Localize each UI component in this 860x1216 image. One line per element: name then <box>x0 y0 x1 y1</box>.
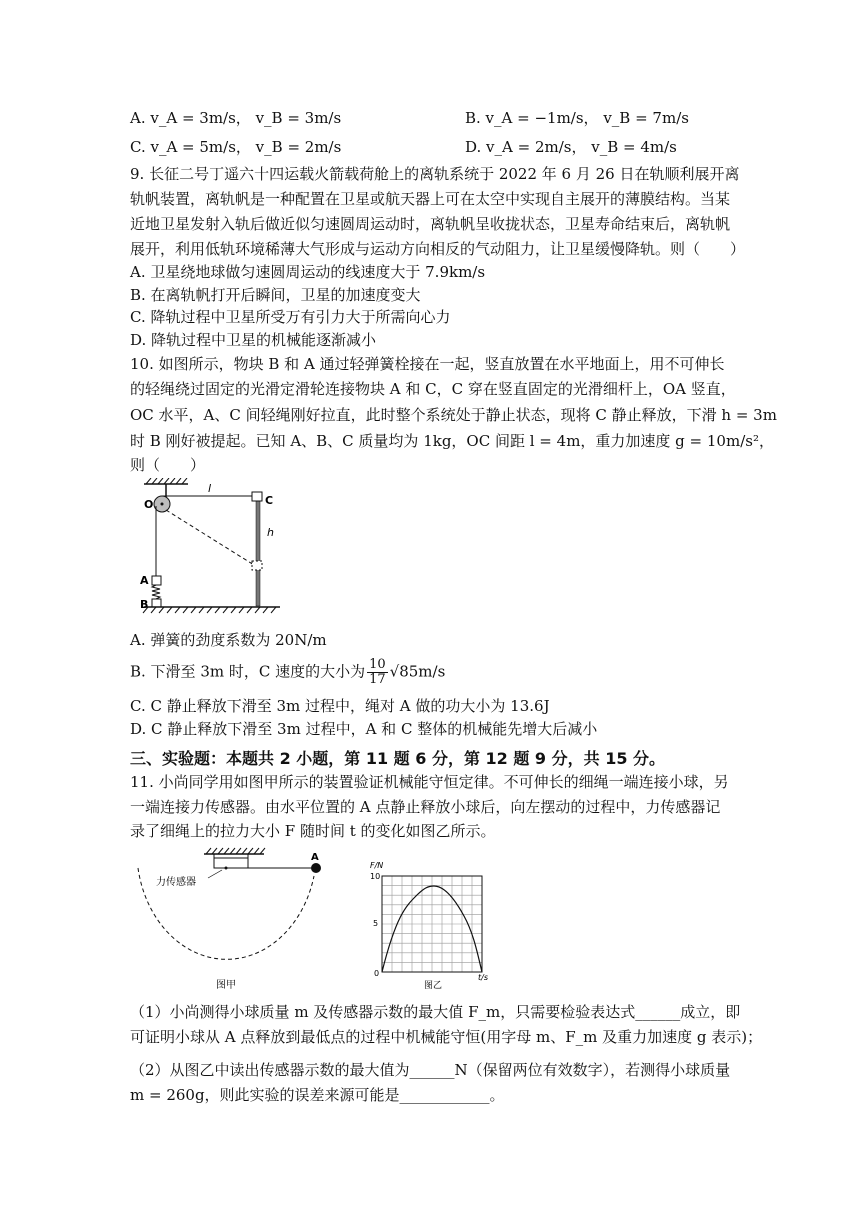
q10-stem-line3: OC 水平，A、C 间轻绳刚好拉直，此时整个系统处于静止状态，现将 C 静止释放，下滑 h = 3m <box>130 406 777 424</box>
label-h: h <box>267 526 274 539</box>
q9-option-c: C. 降轨过程中卫星所受万有引力大于所需向心力 <box>130 308 451 326</box>
q11-part1-line1: （1）小尚测得小球质量 m 及传感器示数的最大值 F_m，只需要检验表达式______成立，即 <box>130 1003 741 1021</box>
fraction <box>367 658 388 687</box>
q10-option-d: D. C 静止释放下滑至 3m 过程中，A 和 C 整体的机械能先增大后减小 <box>130 720 598 738</box>
label-l: l <box>208 482 212 495</box>
q10-option-a: A. 弹簧的劲度系数为 20N/m <box>130 631 327 649</box>
q10-option-b <box>130 658 445 687</box>
q10-option-c: C. C 静止释放下滑至 3m 过程中，绳对 A 做的功大小为 13.6J <box>130 697 550 715</box>
q10-option-b-prefix: B. 下滑至 3m 时，C 速度的大小为 <box>130 662 366 681</box>
ball-icon <box>311 863 321 873</box>
block-c <box>252 492 262 501</box>
q8-option-d: D. v_A = 2m/s， v_B = 4m/s <box>465 138 677 156</box>
label-a: A <box>140 574 149 587</box>
force-sensor-icon <box>214 858 248 868</box>
fraction-denominator: 17 <box>369 672 386 687</box>
section-heading: 三、实验题：本题共 2 小题，第 11 题 6 分，第 12 题 9 分，共 15 分。 <box>130 749 666 768</box>
q10-stem-line5: 则（ ） <box>130 456 206 474</box>
figure-jia-caption: 图甲 <box>216 980 236 991</box>
q9-option-b: B. 在离轨帆打开后瞬间，卫星的加速度变大 <box>130 286 421 304</box>
q9-stem-line2: 轨帆装置，离轨帆是一种配置在卫星或航天器上可在太空中实现自主展开的薄膜结构。当某 <box>130 190 731 208</box>
q11-part1-line2: 可证明小球从 A 点释放到最低点的过程中机械能守恒(用字母 m、F_m 及重力加速度 g 表示)； <box>130 1028 763 1046</box>
block-b <box>152 599 161 607</box>
q9-stem-line3: 近地卫星发射入轨后做近似匀速圆周运动时，离轨帆呈收拢状态，卫星寿命结束后，离轨帆 <box>130 215 731 233</box>
q10-stem-line4: 时 B 刚好被提起。已知 A、B、C 质量均为 1kg，OC 间距 l = 4m，重力加速度 g = 10m/s²， <box>130 432 774 450</box>
label-o: O <box>144 498 154 511</box>
q9-option-a: A. 卫星绕地球做匀速圆周运动的线速度大于 7.9km/s <box>130 263 486 281</box>
y-axis-label: F/N <box>370 861 384 870</box>
q11-stem-line3: 录了细绳上的拉力大小 F 随时间 t 的变化如图乙所示。 <box>130 822 496 840</box>
q11-part2-line2: m = 260g，则此实验的误差来源可能是____________。 <box>130 1086 505 1104</box>
q11-figure-yi <box>366 856 496 992</box>
y-tick-5: 5 <box>373 919 379 928</box>
q8-option-b: B. v_A = −1m/s， v_B = 7m/s <box>465 109 689 127</box>
x-axis-label: t/s <box>478 973 488 982</box>
q8-option-a: A. v_A = 3m/s， v_B = 3m/s <box>130 109 342 127</box>
y-tick-10: 10 <box>370 872 381 881</box>
q11-part2-line1: （2）从图乙中读出传感器示数的最大值为______N（保留两位有效数字），若测得小球质量 <box>130 1061 731 1079</box>
q9-option-d: D. 降轨过程中卫星的机械能逐渐减小 <box>130 331 377 349</box>
q9-stem-line1: 9. 长征二号丁遥六十四运载火箭载荷舱上的离轨系统于 2022 年 6 月 26 日在轨顺利展开离 <box>130 165 740 183</box>
label-b: B <box>140 598 149 611</box>
q10-stem-line1: 10. 如图所示，物块 B 和 A 通过轻弹簧栓接在一起，竖直放置在水平地面上，用不可伸长 <box>130 355 725 373</box>
force-sensor-label: 力传感器 <box>156 877 196 888</box>
q8-option-c: C. v_A = 5m/s， v_B = 2m/s <box>130 138 342 156</box>
q11-stem-line2: 一端连接力传感器。由水平位置的 A 点静止释放小球后，向左摆动的过程中，力传感器记 <box>130 798 721 816</box>
q10-stem-line2: 的轻绳绕过固定的光滑定滑轮连接物块 A 和 C，C 穿在竖直固定的光滑细杆上，OA 竖直， <box>130 380 736 398</box>
label-c: C <box>265 494 274 507</box>
point-a-label: A <box>311 852 319 863</box>
q11-stem-line1: 11. 小尚同学用如图甲所示的装置验证机械能守恒定律。不可伸长的细绳一端连接小球，另 <box>130 773 729 791</box>
figure-yi-caption: 图乙 <box>424 981 443 991</box>
y-tick-0: 0 <box>374 969 380 978</box>
fraction-numerator: 10 <box>369 657 386 672</box>
spring-icon <box>152 585 160 599</box>
q11-figure-jia <box>128 842 328 992</box>
q10-option-b-suffix: √85m/s <box>389 662 446 681</box>
q10-pulley-figure <box>130 478 290 618</box>
block-a <box>152 576 161 585</box>
q9-stem-line4: 展开，利用低轨环境稀薄大气形成与运动方向相反的气动阻力，让卫星缓慢降轨。则（ ） <box>130 240 746 258</box>
